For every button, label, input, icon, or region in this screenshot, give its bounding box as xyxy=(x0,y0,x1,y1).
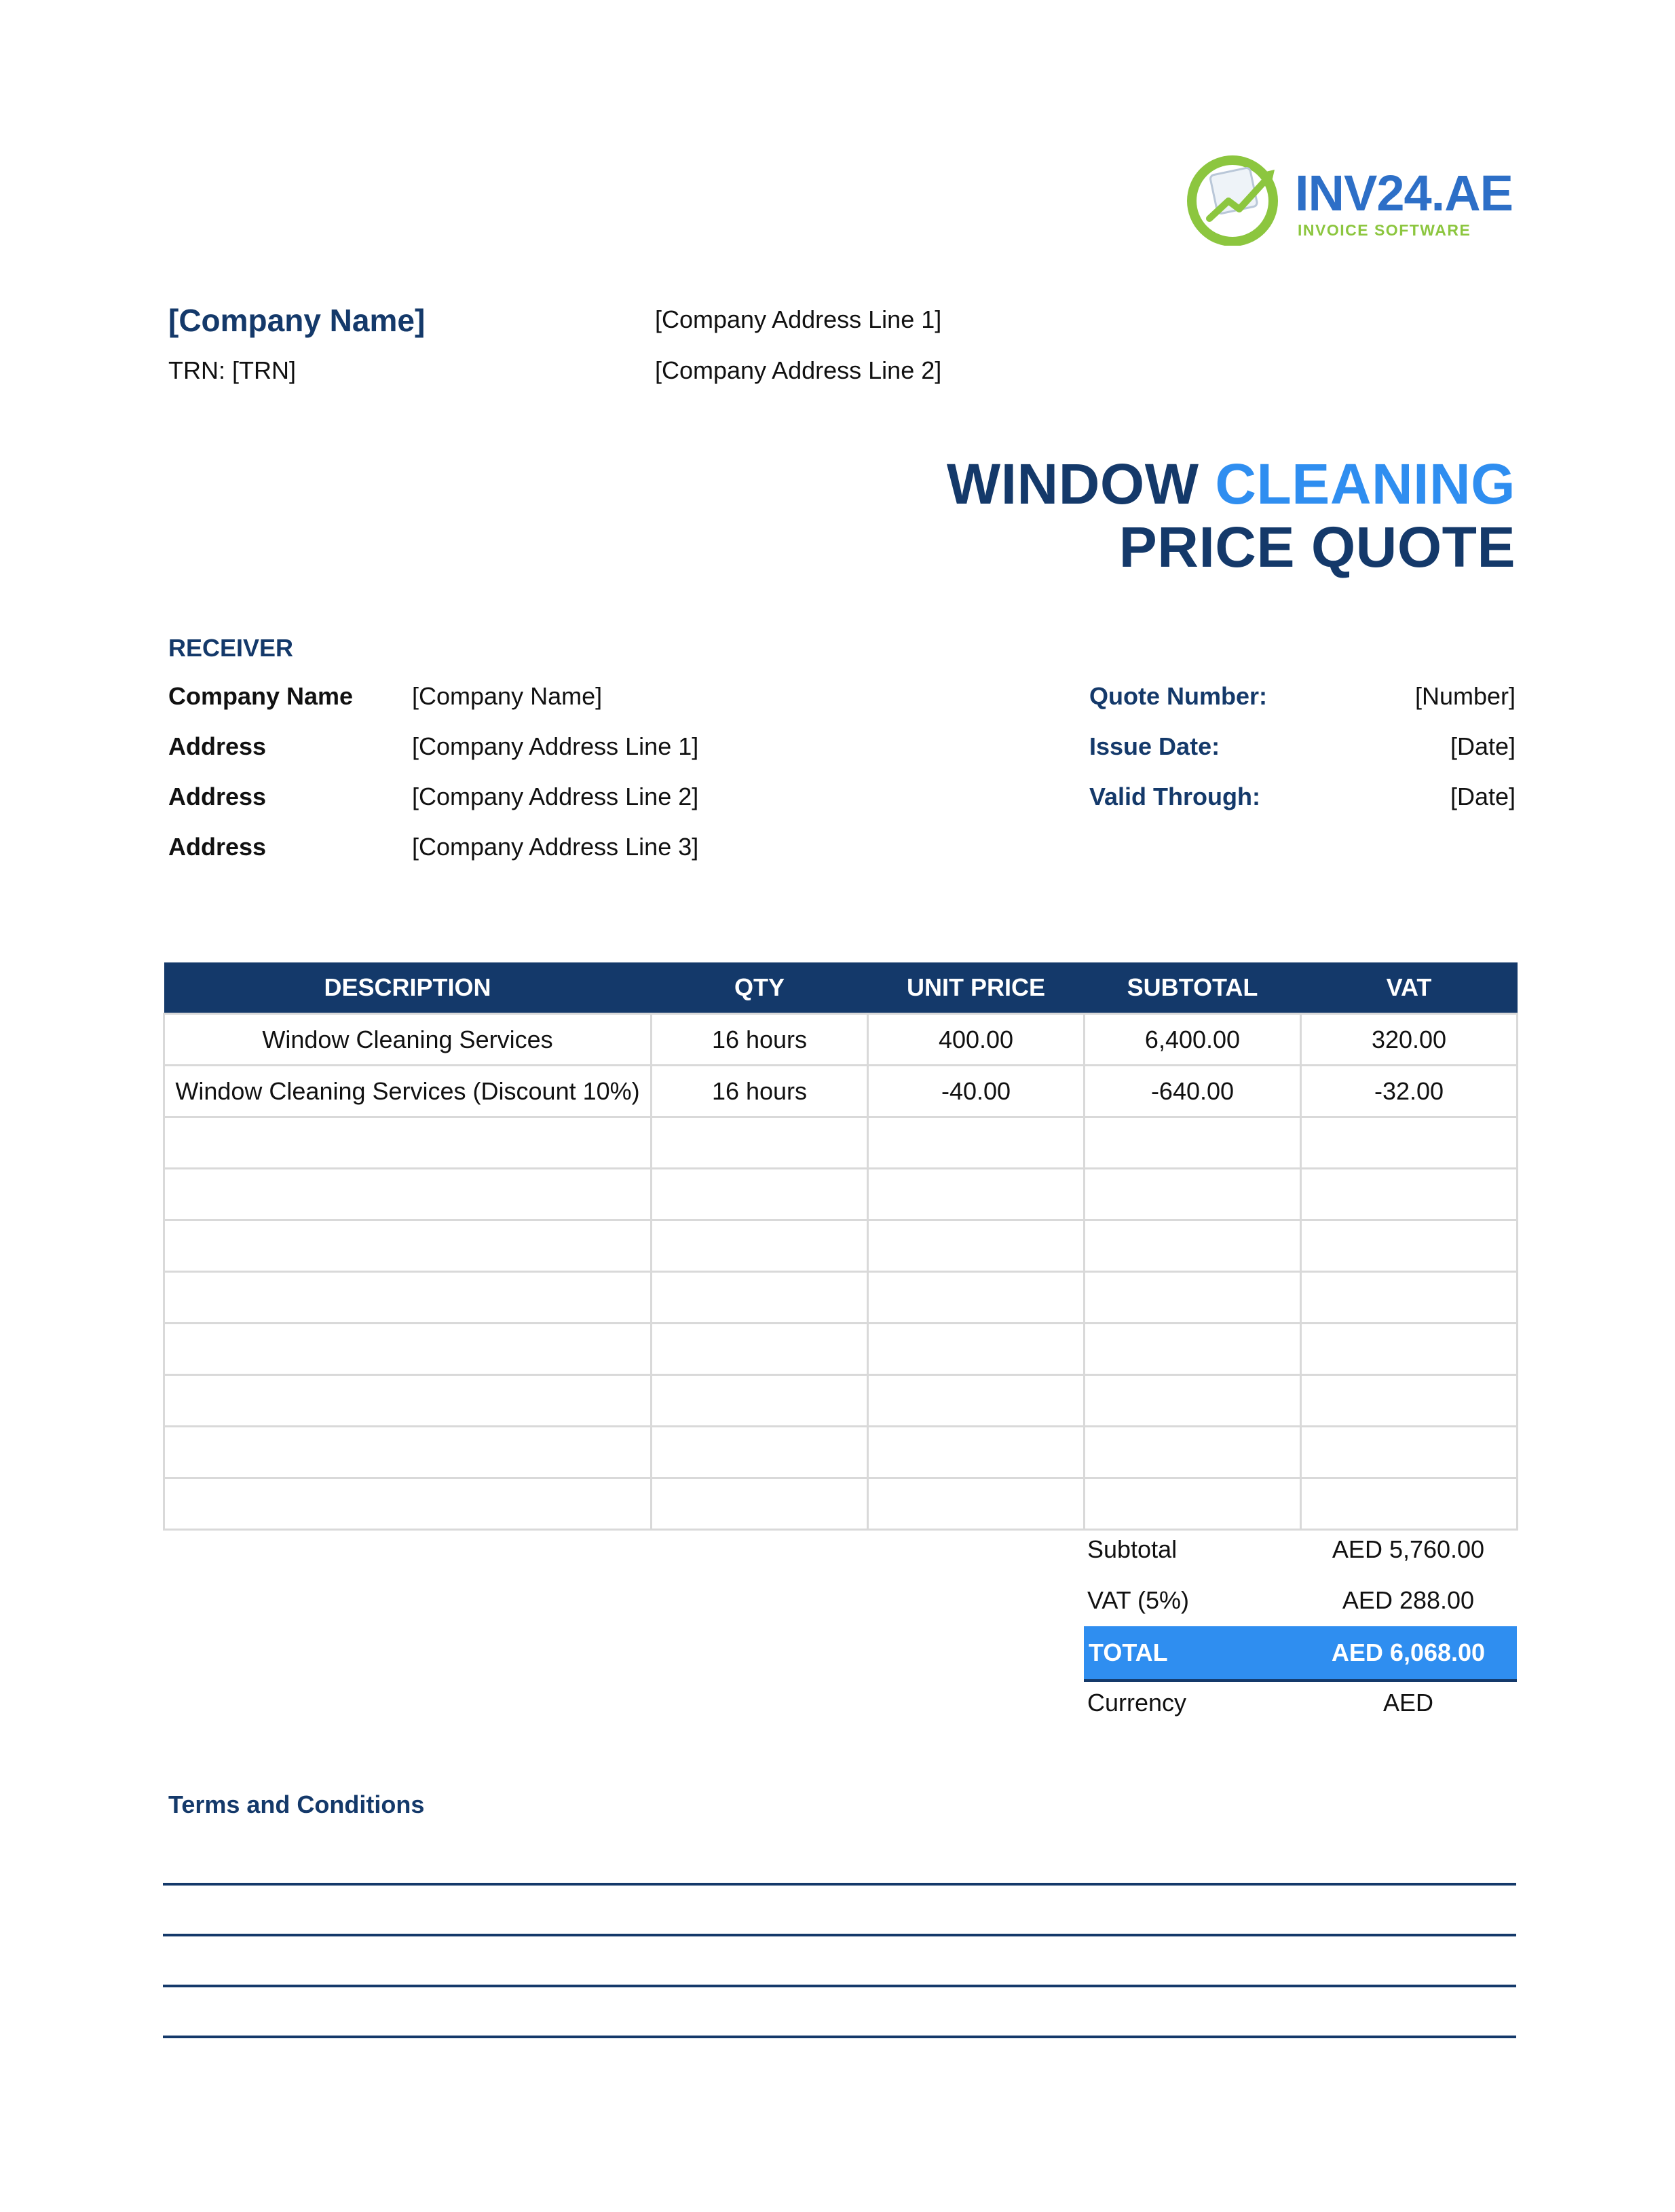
cell-vat xyxy=(1301,1220,1518,1272)
table-header-row xyxy=(164,962,1518,1014)
cell-subtotal xyxy=(1085,1324,1301,1375)
table-row xyxy=(164,1169,1518,1220)
issue-date-value: [Date] xyxy=(1450,732,1516,760)
terms-line-2 xyxy=(163,1934,1516,1936)
subtotal-value: AED 5,760.00 xyxy=(1332,1535,1485,1563)
title-word-window: WINDOW xyxy=(946,452,1199,516)
cell-subtotal: 6,400.00 xyxy=(1085,1014,1301,1066)
cell-qty xyxy=(652,1478,868,1530)
terms-line-3 xyxy=(163,1985,1516,1987)
title-word-cleaning: CLEANING xyxy=(1215,452,1516,516)
document-title-line-2: PRICE QUOTE xyxy=(1118,515,1516,579)
cell-description: Window Cleaning Services (Discount 10%) xyxy=(164,1066,652,1117)
cell-subtotal xyxy=(1085,1169,1301,1220)
sender-address-line-1: [Company Address Line 1] xyxy=(655,305,942,333)
receiver-value-company-name: [Company Name] xyxy=(412,682,603,710)
receiver-label-address-1: Address xyxy=(168,732,267,760)
cell-description xyxy=(164,1324,652,1375)
logo-tagline: INVOICE SOFTWARE xyxy=(1298,221,1471,239)
cell-description xyxy=(164,1117,652,1169)
cell-unit-price: 400.00 xyxy=(868,1014,1085,1066)
cell-unit-price xyxy=(868,1427,1085,1478)
logo-wordmark: INV24.AE xyxy=(1295,165,1513,221)
cell-vat xyxy=(1301,1375,1518,1427)
valid-through-value: [Date] xyxy=(1450,783,1516,810)
quote-number-value: [Number] xyxy=(1414,682,1516,710)
cell-qty xyxy=(652,1117,868,1169)
cell-description: Window Cleaning Services xyxy=(164,1014,652,1066)
sender-address-line-2: [Company Address Line 2] xyxy=(655,356,942,384)
cell-qty xyxy=(652,1427,868,1478)
cell-vat xyxy=(1301,1427,1518,1478)
column-header-unit-price: UNIT PRICE xyxy=(906,973,1045,1001)
vat-value: AED 288.00 xyxy=(1342,1586,1475,1614)
cell-qty xyxy=(652,1324,868,1375)
cell-subtotal: -640.00 xyxy=(1085,1066,1301,1117)
cell-vat: 320.00 xyxy=(1301,1014,1518,1066)
currency-value: AED xyxy=(1382,1689,1434,1717)
table-row xyxy=(164,1272,1518,1324)
issue-date-label: Issue Date: xyxy=(1089,732,1220,760)
receiver-value-address-1: [Company Address Line 1] xyxy=(412,732,699,760)
receiver-label-address-3: Address xyxy=(168,833,267,861)
cell-subtotal xyxy=(1085,1375,1301,1427)
valid-through-label: Valid Through: xyxy=(1089,783,1260,810)
table-row xyxy=(164,1117,1518,1169)
column-header-subtotal: SUBTOTAL xyxy=(1127,973,1258,1001)
company-logo xyxy=(1186,151,1288,249)
table-row xyxy=(164,1220,1518,1272)
cell-unit-price xyxy=(868,1220,1085,1272)
vat-label: VAT (5%) xyxy=(1087,1586,1190,1614)
receiver-value-address-2: [Company Address Line 2] xyxy=(412,783,699,810)
sender-company-name: [Company Name] xyxy=(168,303,426,338)
cell-vat xyxy=(1301,1169,1518,1220)
terms-heading: Terms and Conditions xyxy=(168,1791,425,1818)
cell-vat xyxy=(1301,1478,1518,1530)
table-row xyxy=(164,1014,1518,1066)
cell-qty: 16 hours xyxy=(652,1014,868,1066)
table-row xyxy=(164,1478,1518,1530)
quote-number-label: Quote Number: xyxy=(1089,682,1268,710)
table-row xyxy=(164,1427,1518,1478)
total-label: TOTAL xyxy=(1089,1638,1168,1666)
receiver-label-address-2: Address xyxy=(168,783,267,810)
column-header-vat: VAT xyxy=(1386,973,1432,1001)
cell-description xyxy=(164,1169,652,1220)
cell-subtotal xyxy=(1085,1427,1301,1478)
cell-qty xyxy=(652,1272,868,1324)
sender-trn: TRN: [TRN] xyxy=(168,356,296,384)
cell-unit-price xyxy=(868,1272,1085,1324)
cell-unit-price xyxy=(868,1375,1085,1427)
cell-subtotal xyxy=(1085,1117,1301,1169)
cell-vat xyxy=(1301,1324,1518,1375)
cell-qty xyxy=(652,1169,868,1220)
cell-subtotal xyxy=(1085,1220,1301,1272)
total-value: AED 6,068.00 xyxy=(1331,1638,1486,1666)
column-header-description: DESCRIPTION xyxy=(324,973,491,1001)
cell-description xyxy=(164,1272,652,1324)
terms-line-1 xyxy=(163,1883,1516,1886)
cell-unit-price xyxy=(868,1478,1085,1530)
cell-vat: -32.00 xyxy=(1301,1066,1518,1117)
receiver-heading: RECEIVER xyxy=(168,634,294,662)
logo-graphic-icon xyxy=(1186,151,1288,246)
cell-vat xyxy=(1301,1272,1518,1324)
receiver-value-address-3: [Company Address Line 3] xyxy=(412,833,699,861)
cell-qty: 16 hours xyxy=(652,1066,868,1117)
table-row xyxy=(164,1324,1518,1375)
subtotal-label: Subtotal xyxy=(1087,1535,1178,1563)
table-row xyxy=(164,1066,1518,1117)
cell-description xyxy=(164,1375,652,1427)
cell-description xyxy=(164,1427,652,1478)
receiver-label-company-name: Company Name xyxy=(168,682,354,710)
cell-vat xyxy=(1301,1117,1518,1169)
document-title-line-1 xyxy=(947,451,1516,517)
cell-unit-price xyxy=(868,1117,1085,1169)
cell-qty xyxy=(652,1375,868,1427)
terms-line-4 xyxy=(163,2036,1516,2038)
line-items-table xyxy=(163,962,1518,1531)
cell-description xyxy=(164,1220,652,1272)
column-header-qty: QTY xyxy=(734,973,785,1001)
cell-qty xyxy=(652,1220,868,1272)
cell-unit-price xyxy=(868,1169,1085,1220)
cell-subtotal xyxy=(1085,1478,1301,1530)
currency-label: Currency xyxy=(1087,1689,1187,1717)
cell-description xyxy=(164,1478,652,1530)
cell-unit-price xyxy=(868,1324,1085,1375)
cell-subtotal xyxy=(1085,1272,1301,1324)
cell-unit-price: -40.00 xyxy=(868,1066,1085,1117)
table-row xyxy=(164,1375,1518,1427)
